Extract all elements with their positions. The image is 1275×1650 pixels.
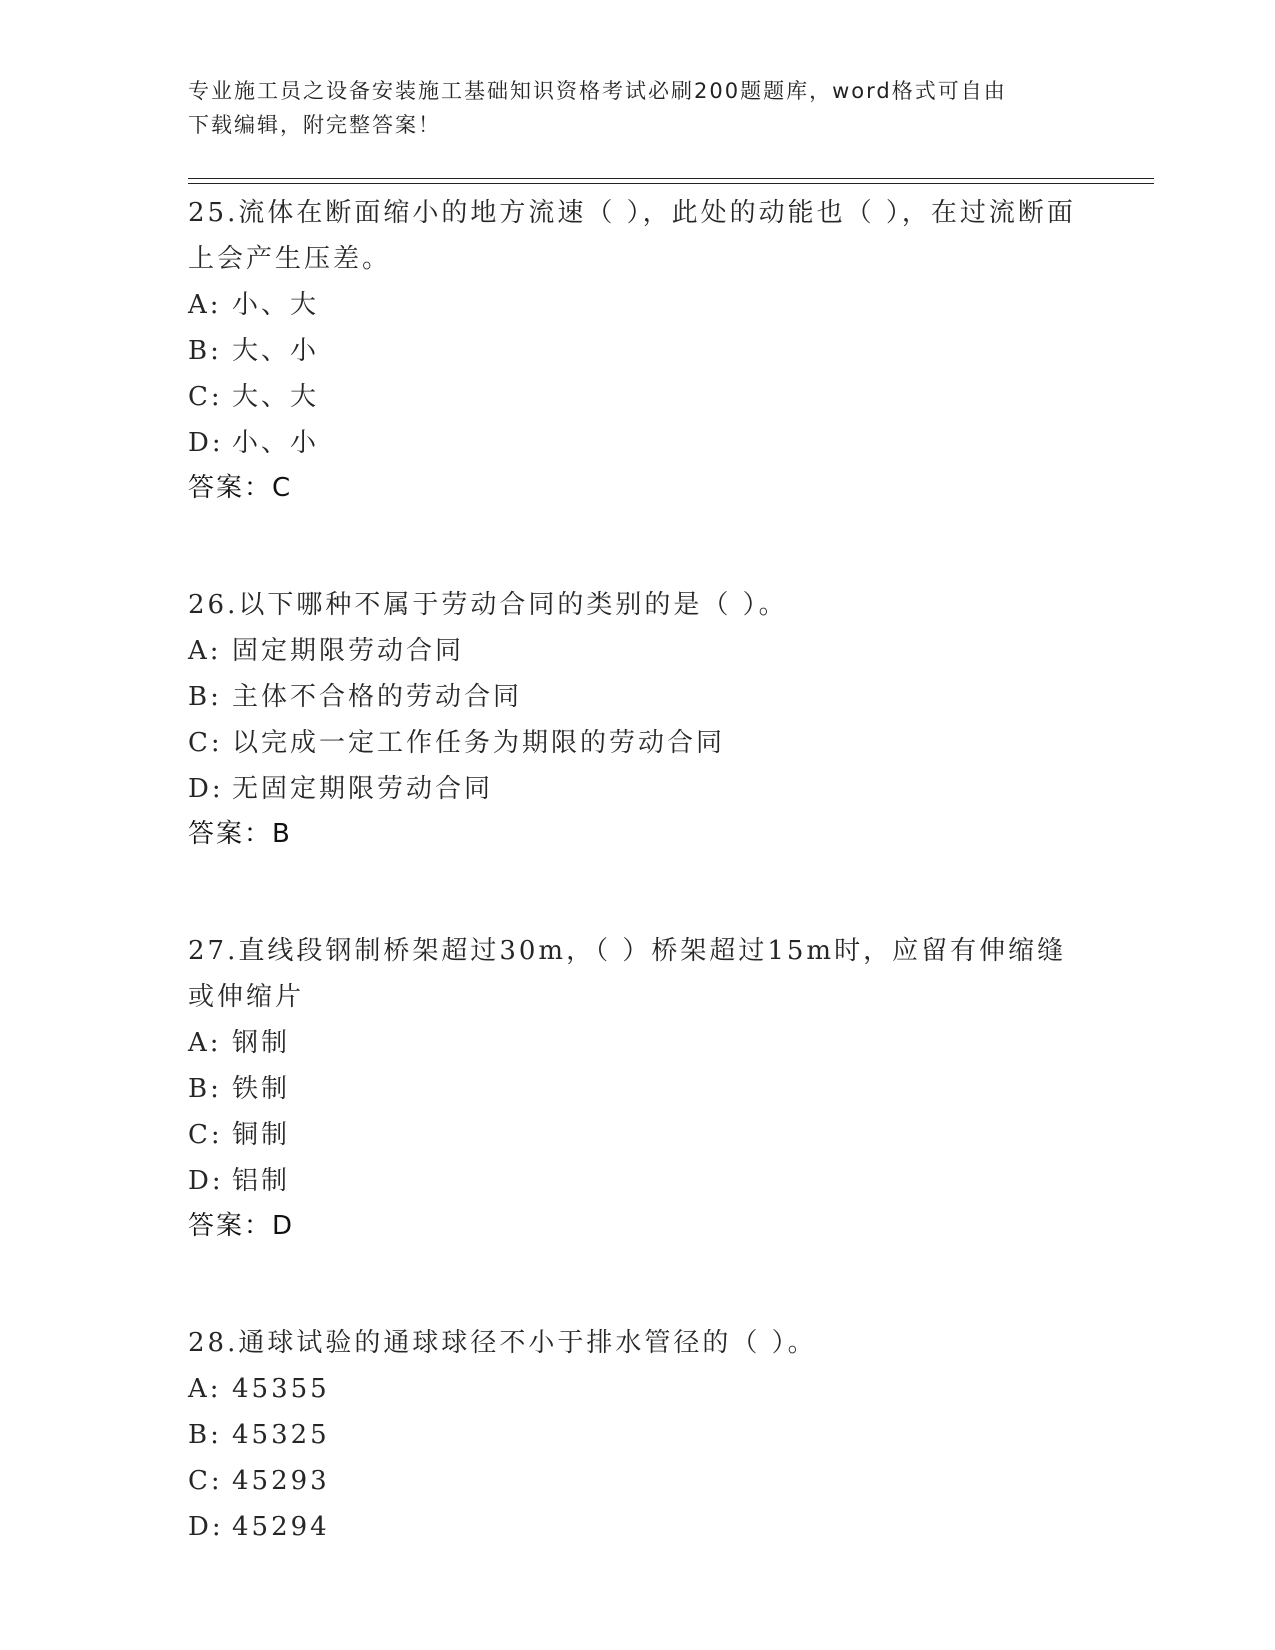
option-a: [188, 1366, 1088, 1412]
option-letter: C:: [188, 1466, 223, 1496]
option-b: [188, 1412, 1088, 1458]
answer-line: 答案：D: [188, 1211, 295, 1241]
option-a: [188, 282, 1088, 328]
option-letter: C:: [188, 382, 223, 412]
question-spacer: [188, 510, 1088, 580]
option-letter: A:: [188, 1028, 222, 1058]
option-c: [188, 1112, 1088, 1158]
option-text: 固定期限劳动合同: [232, 636, 465, 666]
answer-line: 答案：C: [188, 473, 293, 503]
option-letter: D:: [188, 1166, 224, 1196]
question-stem: 27.直线段钢制桥架超过30m，（ ）桥架超过15m时，应留有伸缩缝或伸缩片: [188, 936, 1067, 1012]
question-27: [188, 926, 1088, 1248]
question-stem: 25.流体在断面缩小的地方流速（ ），此处的动能也（ ），在过流断面上会产生压差。: [188, 198, 1076, 274]
option-letter: C:: [188, 1120, 223, 1150]
question-stem: 26.以下哪种不属于劳动合同的类别的是（ ）。: [188, 590, 788, 620]
option-text: 小、小: [232, 428, 320, 458]
document-header: [188, 74, 1088, 142]
question-stem: 28.通球试验的通球球径不小于排水管径的（ ）。: [188, 1328, 817, 1358]
question-list: [188, 188, 1088, 1550]
answer-line: 答案：B: [188, 819, 292, 849]
option-letter: B:: [188, 1420, 222, 1450]
option-text: 铝制: [232, 1166, 291, 1196]
option-text: 45355: [232, 1374, 330, 1404]
option-letter: B:: [188, 682, 222, 712]
header-title-line-1: 专业施工员之设备安装施工基础知识资格考试必刷200题题库，word格式可自由: [188, 79, 1007, 103]
option-text: 大、小: [232, 336, 320, 366]
option-a: [188, 1020, 1088, 1066]
option-c: [188, 374, 1088, 420]
option-d: [188, 1504, 1088, 1550]
option-b: [188, 328, 1088, 374]
option-letter: B:: [188, 336, 222, 366]
option-letter: D:: [188, 774, 224, 804]
option-letter: A:: [188, 290, 222, 320]
option-letter: D:: [188, 1512, 224, 1542]
option-c: [188, 1458, 1088, 1504]
question-28: [188, 1318, 1088, 1550]
option-d: [188, 420, 1088, 466]
question-26: [188, 580, 1088, 856]
option-text: 45325: [232, 1420, 330, 1450]
question-spacer: [188, 856, 1088, 926]
option-letter: A:: [188, 636, 222, 666]
option-text: 大、大: [232, 382, 320, 412]
option-letter: B:: [188, 1074, 222, 1104]
option-text: 铜制: [232, 1120, 291, 1150]
option-letter: D:: [188, 428, 224, 458]
question-spacer: [188, 1248, 1088, 1318]
option-c: [188, 720, 1088, 766]
option-text: 钢制: [232, 1028, 291, 1058]
option-b: [188, 674, 1088, 720]
question-25: [188, 188, 1088, 510]
header-title-line-2: 下载编辑，附完整答案！: [188, 113, 441, 137]
option-letter: A:: [188, 1374, 222, 1404]
option-text: 45294: [232, 1512, 330, 1542]
header-divider-bottom: [188, 183, 1154, 184]
option-text: 小、大: [232, 290, 320, 320]
option-a: [188, 628, 1088, 674]
option-d: [188, 766, 1088, 812]
option-text: 铁制: [232, 1074, 291, 1104]
option-d: [188, 1158, 1088, 1204]
option-letter: C:: [188, 728, 223, 758]
option-text: 主体不合格的劳动合同: [232, 682, 523, 712]
header-divider-top: [188, 178, 1154, 179]
option-text: 以完成一定工作任务为期限的劳动合同: [232, 728, 726, 758]
option-text: 45293: [232, 1466, 330, 1496]
option-b: [188, 1066, 1088, 1112]
option-text: 无固定期限劳动合同: [232, 774, 494, 804]
